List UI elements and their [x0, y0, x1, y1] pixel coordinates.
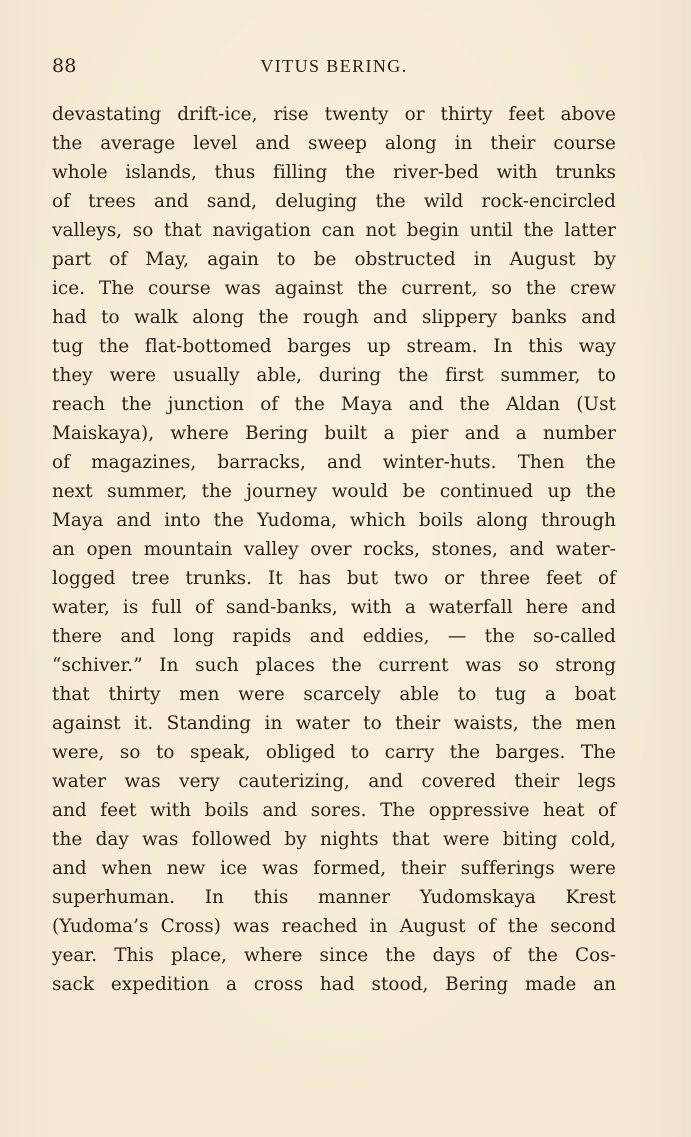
running-head: VITUS BERING.	[260, 56, 408, 76]
text-line: and when new ice was formed, their sufferings were	[52, 858, 616, 879]
page-header	[52, 54, 616, 82]
text-line: devastating drift-ice, rise twenty or thirty feet above	[52, 104, 616, 125]
text-line: of magazines, barracks, and winter-huts. Then the	[52, 452, 616, 473]
text-line: superhuman. In this manner Yudomskaya Krest	[52, 887, 616, 908]
text-line: sack expedition a cross had stood, Bering made an	[52, 974, 616, 995]
text-line: the average level and sweep along in their course	[52, 133, 616, 154]
text-line: had to walk along the rough and slippery banks and	[52, 307, 616, 328]
text-line: and feet with boils and sores. The oppressive heat of	[52, 800, 616, 821]
text-line: ice. The course was against the current, so the crew	[52, 278, 616, 299]
page-number: 88	[52, 55, 77, 77]
text-line: Maiskaya), where Bering built a pier and a number	[52, 423, 616, 444]
text-line: against it. Standing in water to their waists, the men	[52, 713, 616, 734]
text-line: next summer, the journey would be continued up the	[52, 481, 616, 502]
text-line: (Yudoma’s Cross) was reached in August of the second	[52, 916, 616, 937]
text-line: they were usually able, during the first summer, to	[52, 365, 616, 386]
text-line: Maya and into the Yudoma, which boils along through	[52, 510, 616, 531]
text-line: of trees and sand, deluging the wild rock-encircled	[52, 191, 616, 212]
text-line: “schiver.” In such places the current was so strong	[52, 655, 616, 676]
text-line: there and long rapids and eddies, — the so-called	[52, 626, 616, 647]
text-line: water, is full of sand-banks, with a waterfall here and	[52, 597, 616, 618]
text-line: that thirty men were scarcely able to tug a boat	[52, 684, 616, 705]
text-line: part of May, again to be obstructed in August by	[52, 249, 616, 270]
text-line: whole islands, thus filling the river-bed with trunks	[52, 162, 616, 183]
text-line: the day was followed by nights that were biting cold,	[52, 829, 616, 850]
text-line: water was very cauterizing, and covered their legs	[52, 771, 616, 792]
text-line: year. This place, where since the days of the Cos-	[52, 945, 616, 966]
body-text	[52, 100, 616, 999]
text-line: were, so to speak, obliged to carry the barges. The	[52, 742, 616, 763]
text-line: reach the junction of the Maya and the Aldan (Ust	[52, 394, 616, 415]
text-line: an open mountain valley over rocks, stones, and water-	[52, 539, 616, 560]
text-line: valleys, so that navigation can not begin until the latter	[52, 220, 616, 241]
text-line: logged tree trunks. It has but two or three feet of	[52, 568, 616, 589]
text-line: tug the flat-bottomed barges up stream. In this way	[52, 336, 616, 357]
